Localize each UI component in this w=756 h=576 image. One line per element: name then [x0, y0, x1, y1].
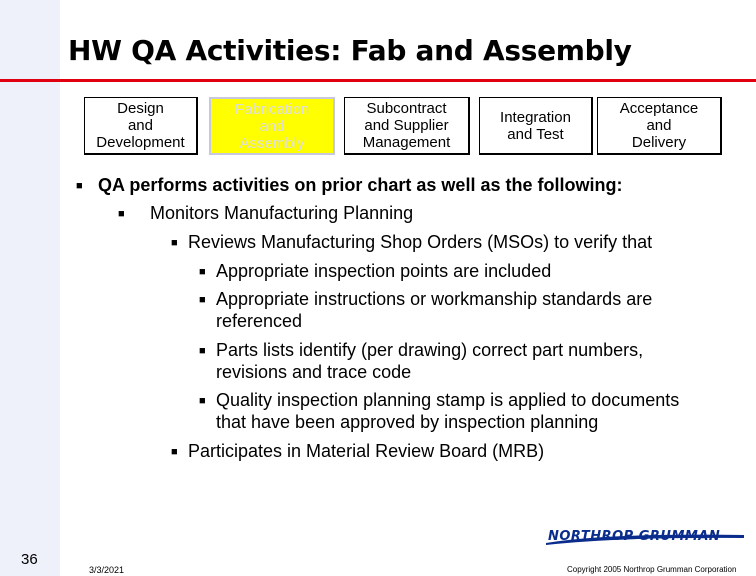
bullet-level2: ■ Monitors Manufacturing Planning	[118, 203, 414, 223]
bullet-square-icon: ■	[171, 446, 178, 458]
phase-design-development: Design and Development	[84, 97, 198, 155]
bullet-level3: ■ Participates in Material Review Board (MRB)	[171, 441, 545, 461]
bullet-square-icon: ■	[199, 294, 206, 306]
bullet-level4: ■ Quality inspection planning stamp is applied to documents that have been approved by inspection planning	[199, 390, 680, 432]
bullet-square-icon: ■	[76, 180, 83, 192]
bullet-level3: ■ Reviews Manufacturing Shop Orders (MSOs) to verify that	[171, 232, 653, 252]
phase-integration-test: Integration and Test	[479, 97, 593, 155]
left-band	[0, 0, 60, 576]
northrop-grumman-logo: NORTHROP GRUMMAN	[546, 529, 744, 547]
copyright-notice: Copyright 2005 Northrop Grumman Corporation	[567, 565, 737, 574]
phase-subcontract-supplier: Subcontract and Supplier Management	[344, 97, 470, 155]
page-number: 36	[21, 551, 38, 568]
bullet-square-icon: ■	[171, 237, 178, 249]
bullet-level1: ■ QA performs activities on prior chart as well as the following:	[76, 175, 623, 195]
bullet-level4: ■ Appropriate inspection points are included	[199, 261, 552, 281]
phase-fabrication-assembly: Fabrication and Assembly	[209, 97, 335, 155]
slide-date: 3/3/2021	[89, 565, 125, 575]
bullet-square-icon: ■	[199, 266, 206, 278]
slide-title: HW QA Activities: Fab and Assembly	[68, 34, 632, 67]
bullet-level4: ■ Parts lists identify (per drawing) correct part numbers, revisions and trace code	[199, 340, 644, 382]
bullet-square-icon: ■	[118, 208, 125, 220]
title-divider	[0, 79, 756, 82]
bullet-level4: ■ Appropriate instructions or workmanship standards are referenced	[199, 289, 653, 331]
bullet-square-icon: ■	[199, 395, 206, 407]
phase-acceptance-delivery: Acceptance and Delivery	[597, 97, 722, 155]
bullet-square-icon: ■	[199, 345, 206, 357]
